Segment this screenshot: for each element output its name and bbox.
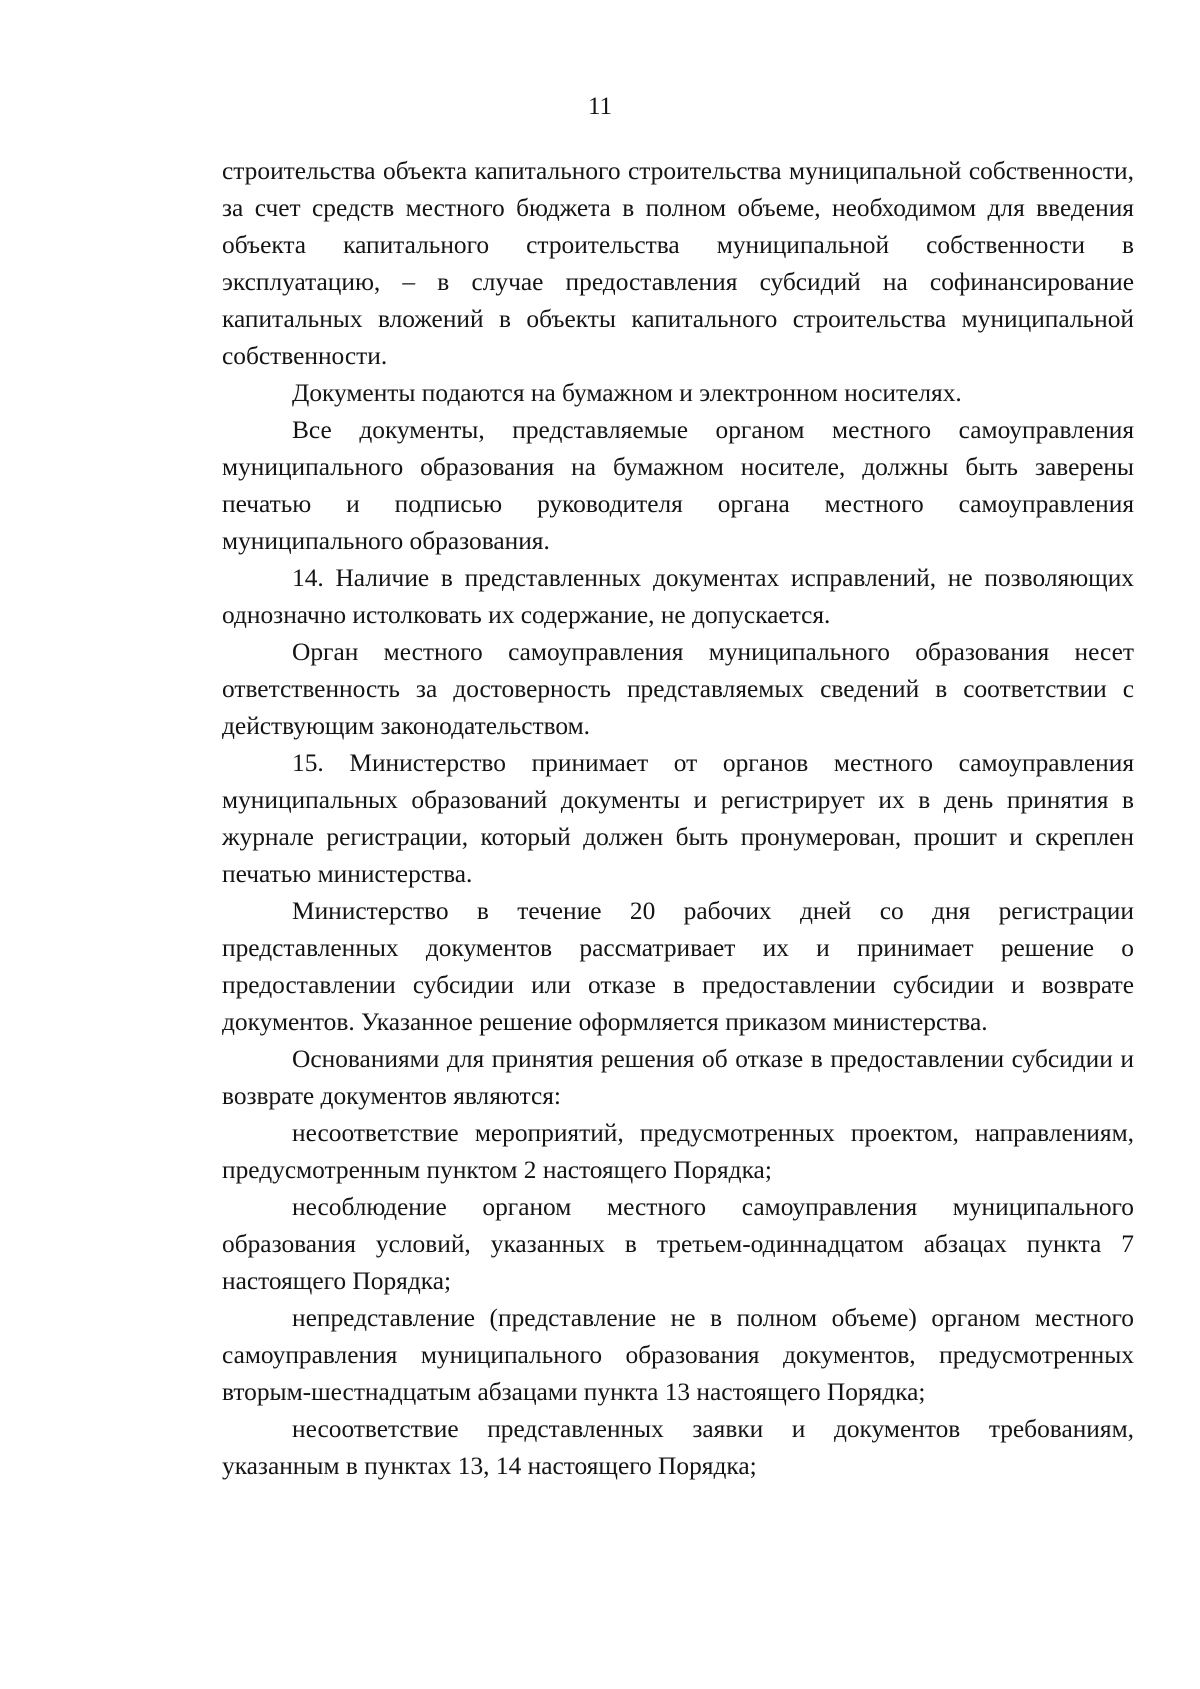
document-body bbox=[222, 153, 1134, 1485]
list-item: непредставление (представление не в полном объеме) органом местного самоуправления муниципального образования документов, предусмотренных вторым-шестнадцатым абзацами пункта 13 настоящего Порядка; bbox=[222, 1304, 1134, 1406]
paragraph-item-15: 15. Министерство принимает от органов местного самоуправления муниципальных образований документы и регистрирует их в день принятия в журнале регистрации, который должен быть пронумерован, прошит и скреплен печатью министерства. bbox=[222, 749, 1134, 888]
list-item: несоответствие представленных заявки и документов требованиям, указанным в пунктах 13, 14 настоящего Порядка; bbox=[222, 1415, 1134, 1480]
paragraph: Министерство в течение 20 рабочих дней со дня регистрации представленных документов рассматривает их и принимает решение о предоставлении субсидии или отказе в предоставлении субсидии и возврате документов. Указанное решение оформляется приказом министерства. bbox=[222, 897, 1134, 1036]
paragraph-item-14: 14. Наличие в представленных документах исправлений, не позволяющих однозначно истолковать их содержание, не допускается. bbox=[222, 564, 1134, 629]
paragraph: Документы подаются на бумажном и электронном носителях. bbox=[292, 379, 962, 407]
list-item: несоблюдение органом местного самоуправления муниципального образования условий, указанных в третьем-одиннадцатом абзацах пункта 7 настоящего Порядка; bbox=[222, 1193, 1134, 1295]
list-item: несоответствие мероприятий, предусмотренных проектом, направлениям, предусмотренным пунктом 2 настоящего Порядка; bbox=[222, 1119, 1134, 1184]
paragraph: Все документы, представляемые органом местного самоуправления муниципального образования на бумажном носителе, должны быть заверены печатью и подписью руководителя органа местного самоуправления муниципального образования. bbox=[222, 416, 1134, 555]
page-number: 11 bbox=[587, 93, 613, 120]
paragraph: Орган местного самоуправления муниципального образования несет ответственность за достоверность представляемых сведений в соответствии с действующим законодательством. bbox=[222, 638, 1134, 740]
paragraph: строительства объекта капитального строительства муниципальной собственности, за счет средств местного бюджета в полном объеме, необходимом для введения объекта капитального строительства муниципальной собственности в эксплуатацию, – в случае предоставления субсидий на софинансирование капитальных вложений в объекты капитального строительства муниципальной собственности. bbox=[222, 157, 1134, 370]
paragraph: Основаниями для принятия решения об отказе в предоставлении субсидии и возврате документов являются: bbox=[222, 1045, 1134, 1110]
